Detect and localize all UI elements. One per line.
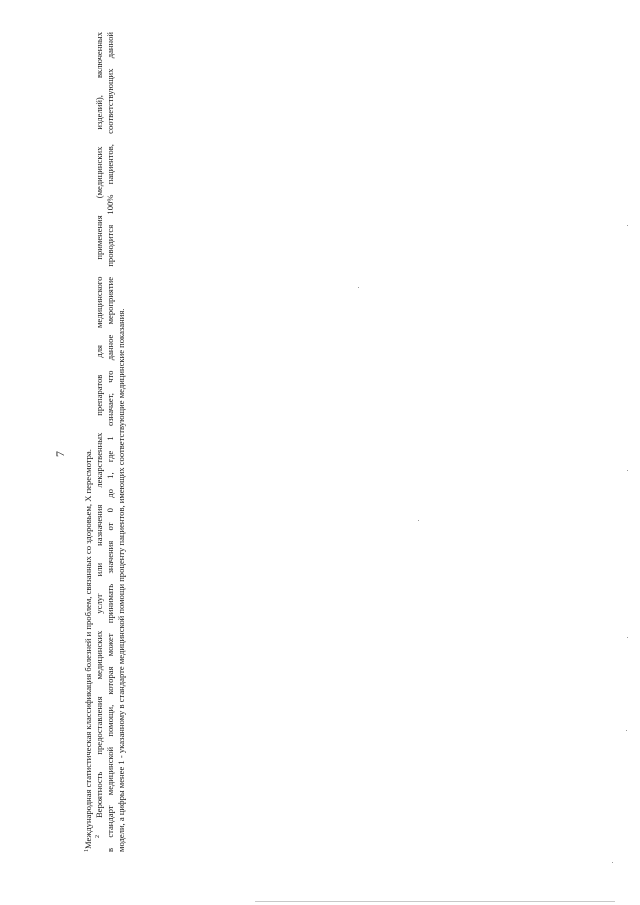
footnote-text: Международная статистическая классификация болезней и проблем, связанных со здоровьем, X пересмотра.: [83, 449, 93, 849]
scan-speck: [627, 637, 628, 638]
scan-speck: [627, 225, 628, 226]
footnotes: [83, 32, 127, 852]
scan-edge-line: [255, 901, 615, 902]
footnote-text: в стандарт медицинской помощи, которая может принимать значения от 0 до 1, где 1 означает, что данное мероприятие проводится 100% пациентов, соответствующих данной: [105, 32, 115, 852]
footnote-text: Вероятность предоставления медицинских услуг или назначения лекарственных препаратов для медицинского применения (медицинских изделий), включенных: [94, 32, 104, 818]
footnote-marker: 2: [95, 835, 101, 838]
footnote-2: [94, 32, 105, 852]
rotated-content: [53, 32, 163, 852]
scan-speck: [627, 470, 628, 471]
footnote-marker: 1: [84, 849, 90, 852]
scan-speck: [358, 287, 359, 288]
scan-speck: [418, 520, 419, 521]
footnote-2-continuation: [105, 32, 116, 852]
scan-speck: [612, 862, 613, 863]
scan-speck: [626, 730, 627, 731]
footnote-2-continuation-end: [116, 32, 127, 852]
footnote-1: [83, 32, 94, 852]
footnote-text: модели, а цифры менее 1 - указанному в стандарте медицинской помощи проценту пациентов, имеющих соответствующие медицинские показания.: [116, 308, 126, 852]
page-number: 7: [53, 451, 67, 457]
